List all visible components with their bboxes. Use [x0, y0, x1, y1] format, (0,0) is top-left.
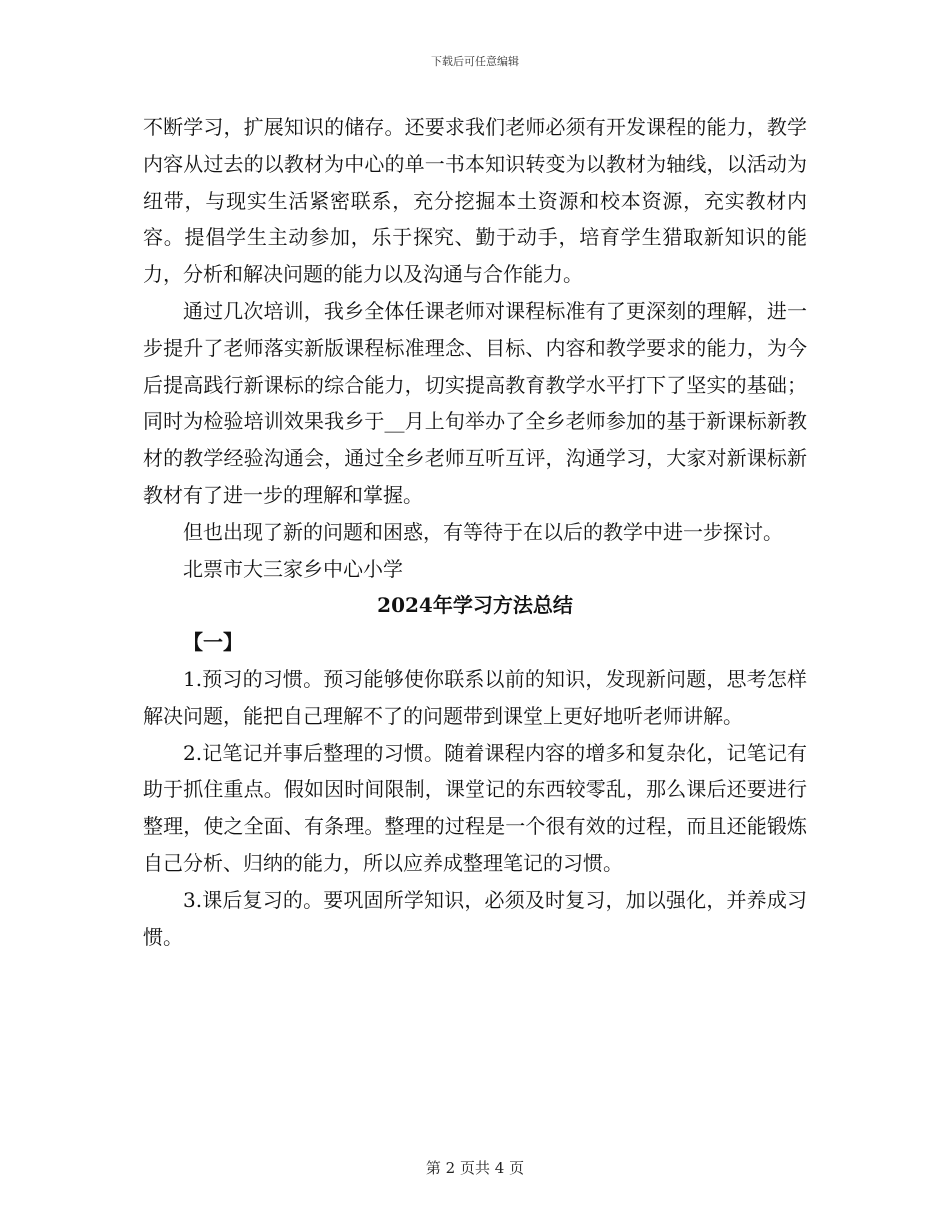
- paragraph-training: 通过几次培训，我乡全体任课老师对课程标准有了更深刻的理解，进一步提升了老师落实新版课程标准理念、目标、内容和教学要求的能力，为今后提高践行新课标的综合能力，切实提高教育教学水平打下了坚实的基础；同时为检验培训效果我乡于__月上旬举办了全乡老师参加的基于新课标新教材的教学经验沟通会，通过全乡老师互听互评，沟通学习，大家对新课标新教材有了进一步的理解和掌握。: [143, 298, 807, 507]
- document-body: [143, 109, 807, 955]
- section-marker: 【一】: [183, 630, 243, 655]
- list-item-preview: 1.预习的习惯。预习能够使你联系以前的知识，发现新问题，思考怎样解决问题，能把自己理解不了的问题带到课堂上更好地听老师讲解。: [143, 666, 807, 728]
- paragraph-problems: 但也出现了新的问题和困惑，有等待于在以后的教学中进一步探讨。: [183, 519, 783, 544]
- list-item-review: 3.课后复习的。要巩固所学知识，必须及时复习，加以强化，并养成习惯。: [143, 887, 807, 949]
- page-footer: 第 2 页共 4 页: [425, 1159, 525, 1177]
- page-header: 下载后可任意编辑: [431, 55, 519, 68]
- list-item-notes: 2.记笔记并事后整理的习惯。随着课程内容的增多和复杂化，记笔记有助于抓住重点。假如因时间限制，课堂记的东西较零乱，那么课后还要进行整理，使之全面、有条理。整理的过程是一个很有效的过程，而且还能锻炼自己分析、归纳的能力，所以应养成整理笔记的习惯。: [143, 740, 807, 875]
- school-signature: 北票市大三家乡中心小学: [183, 556, 403, 581]
- paragraph-continuation: 不断学习，扩展知识的储存。还要求我们老师必须有开发课程的能力，教学内容从过去的以教材为中心的单一书本知识转变为以教材为轴线，以活动为纽带，与现实生活紧密联系，充分挖掘本土资源和校本资源，充实教材内容。提倡学生主动参加，乐于探究、勤于动手，培育学生猎取新知识的能力，分析和解决问题的能力以及沟通与合作能力。: [143, 115, 807, 287]
- document-title: 2024年学习方法总结: [377, 593, 573, 618]
